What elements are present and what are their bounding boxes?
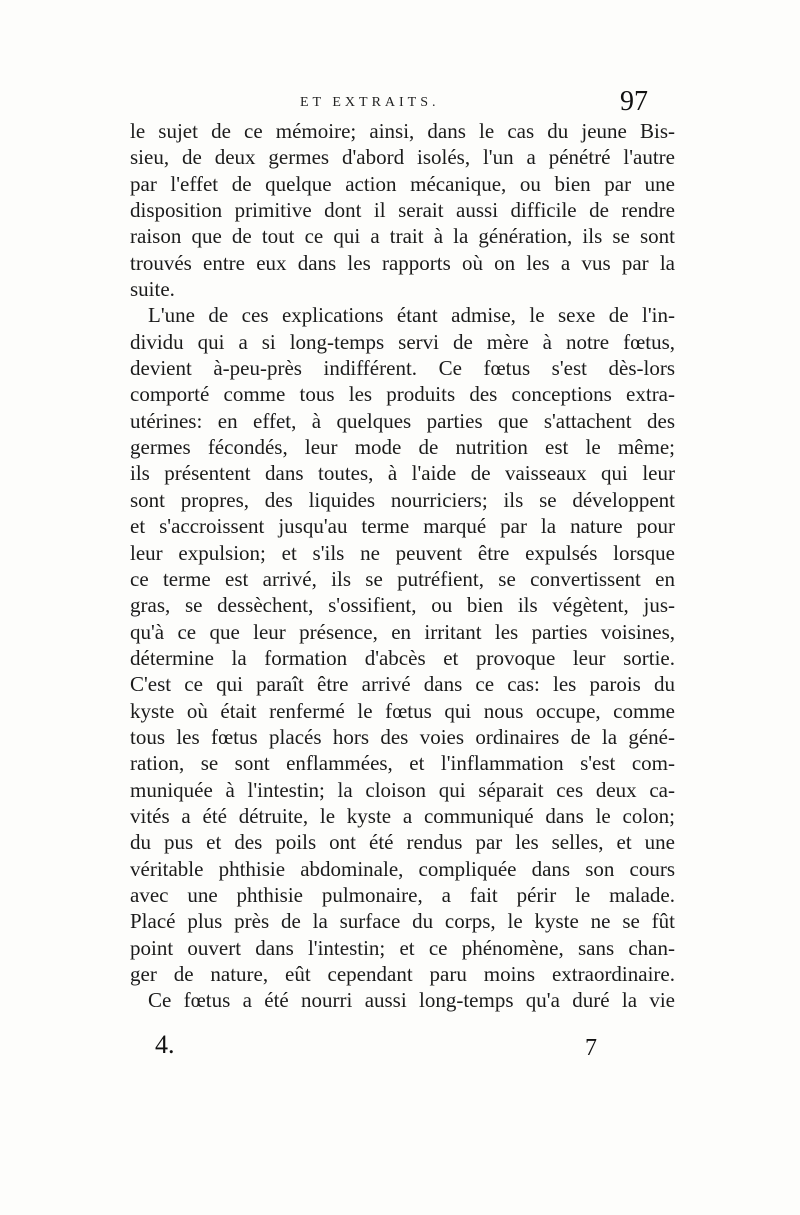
text-line: par l'effet de quelque action mécanique, ou bien par une xyxy=(130,171,675,196)
text-line: gras, se dessèchent, s'ossifient, ou bien ils végètent, jus- xyxy=(130,593,675,618)
text-line: muniquée à l'intestin; la cloison qui séparait ces deux ca- xyxy=(130,777,675,802)
text-line: qu'à ce que leur présence, en irritant les parties voisines, xyxy=(130,619,675,644)
text-line: véritable phthisie abdominale, compliquée dans son cours xyxy=(130,856,675,881)
text-line: raison que de tout ce qui a trait à la génération, ils se sont xyxy=(130,224,675,249)
text-line: sieu, de deux germes d'abord isolés, l'un a pénétré l'autre xyxy=(130,145,675,170)
text-line: Placé plus près de la surface du corps, le kyste ne se fût xyxy=(130,909,675,934)
text-line: et s'accroissent jusqu'au terme marqué par la nature pour xyxy=(130,514,675,539)
text-line: avec une phthisie pulmonaire, a fait périr le malade. xyxy=(130,882,675,907)
text-line: trouvés entre eux dans les rapports où on les a vus par la xyxy=(130,250,675,275)
text-line: point ouvert dans l'intestin; et ce phénomène, sans chan- xyxy=(130,935,675,960)
text-line: dividu qui a si long-temps servi de mère à notre fœtus, xyxy=(130,329,675,354)
text-line: Ce fœtus a été nourri aussi long-temps qu'a duré la vie xyxy=(148,988,675,1013)
text-line: C'est ce qui paraît être arrivé dans ce cas: les parois du xyxy=(130,672,675,697)
text-line: disposition primitive dont il serait aussi difficile de rendre xyxy=(130,198,675,223)
text-line: le sujet de ce mémoire; ainsi, dans le cas du jeune Bis- xyxy=(130,119,675,143)
text-line: comporté comme tous les produits des conceptions extra- xyxy=(130,382,675,407)
text-line: tous les fœtus placés hors des voies ordinaires de la géné- xyxy=(130,724,675,749)
running-title: ET EXTRAITS. xyxy=(300,95,440,110)
text-line: ce terme est arrivé, ils se putréfient, se convertissent en xyxy=(130,566,675,591)
text-line: devient à-peu-près indifférent. Ce fœtus s'est dès-lors xyxy=(130,356,675,381)
text-line: utérines: en effet, à quelques parties que s'attachent des xyxy=(130,408,675,433)
text-line: L'une de ces explications étant admise, le sexe de l'in- xyxy=(148,303,675,328)
page-number: 97 xyxy=(620,86,648,117)
text-line: leur expulsion; et s'ils ne peuvent être expulsés lorsque xyxy=(130,540,675,565)
text-line: ger de nature, eût cependant paru moins extraordinaire. xyxy=(130,962,675,986)
text-line: détermine la formation d'abcès et provoque leur sortie. xyxy=(130,645,675,670)
signature-mark: 4. xyxy=(155,1030,175,1059)
text-line: ration, se sont enflammées, et l'inflammation s'est com- xyxy=(130,751,675,776)
text-line: sont propres, des liquides nourriciers; ils se développent xyxy=(130,487,675,512)
text-line: kyste où était renfermé le fœtus qui nous occupe, comme xyxy=(130,698,675,723)
text-line: vités a été détruite, le kyste a communiqué dans le colon; xyxy=(130,803,675,828)
body-text xyxy=(130,118,675,1014)
text-line: germes fécondés, leur mode de nutrition est le même; xyxy=(130,435,675,460)
text-line: ils présentent dans toutes, à l'aide de vaisseaux qui leur xyxy=(130,461,675,486)
sheet-number: 7 xyxy=(585,1035,597,1061)
text-line: suite. xyxy=(130,277,175,302)
text-line: du pus et des poils ont été rendus par les selles, et une xyxy=(130,830,675,855)
